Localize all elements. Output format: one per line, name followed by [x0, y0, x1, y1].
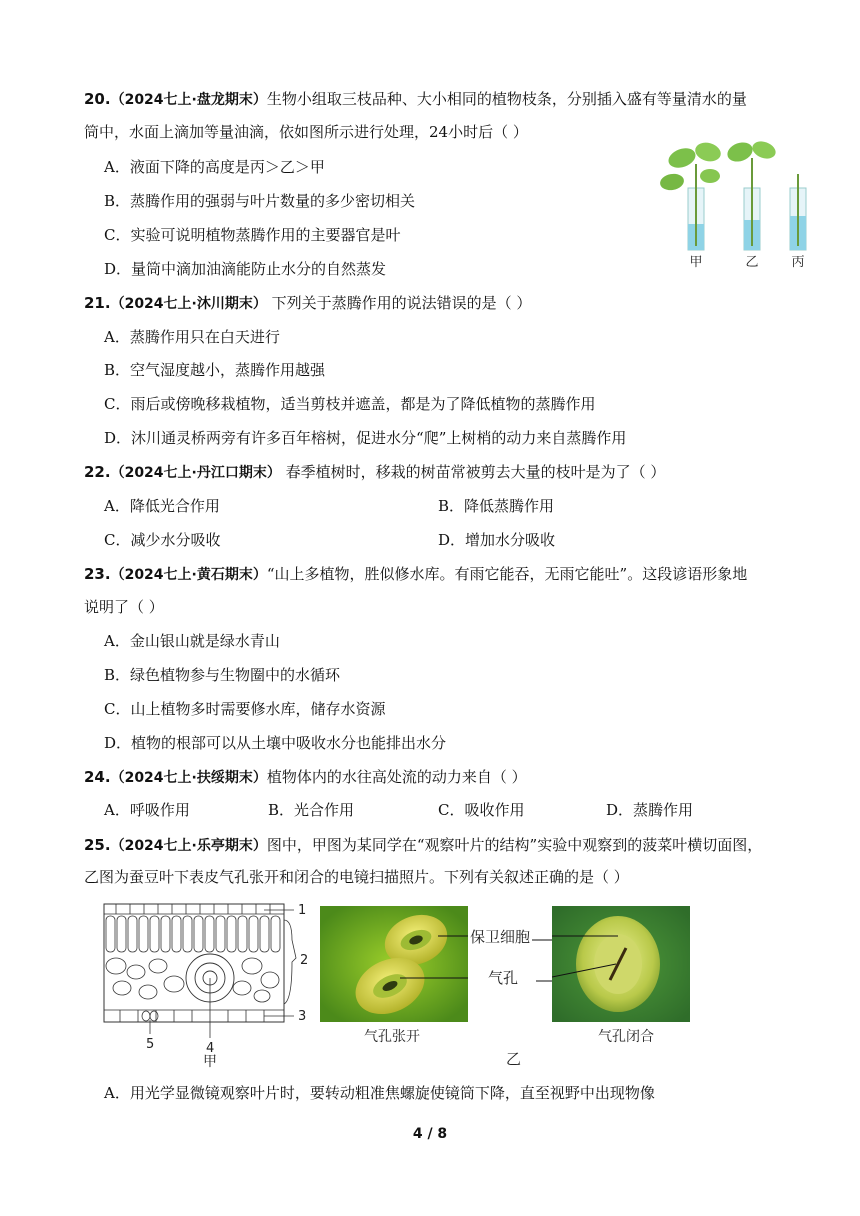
q23-option-d: D．植物的根部可以从土壤中吸收水分也能排出水分 — [104, 734, 447, 752]
q24-option-a: A．呼吸作用 — [104, 801, 190, 819]
q23-stem-cont: 说明了（ ） — [84, 598, 164, 616]
q23-option-a: A．金山银山就是绿水青山 — [104, 632, 280, 650]
label-3: 3 — [298, 1009, 307, 1024]
q24-option-b: B．光合作用 — [268, 801, 355, 819]
q22-option-b: B．降低蒸腾作用 — [438, 497, 555, 515]
q24-option-d: D．蒸腾作用 — [606, 801, 694, 819]
q21-option-d: D．沐川通灵桥两旁有许多百年榕树，促进水分“爬”上树梢的动力来自蒸腾作用 — [104, 429, 627, 447]
q23-stem: 23.（2024七上·黄石期末）“山上多植物，胜似修水库。有雨它能吞，无雨它能吐”。这段谚语形象地 — [84, 565, 748, 583]
q20-figure — [658, 136, 814, 272]
caption-jia: 甲 — [203, 1054, 217, 1070]
q20-option-a: A．液面下降的高度是丙＞乙＞甲 — [104, 158, 325, 176]
leaf-cross-section-figure — [102, 900, 316, 1070]
q21-option-c: C．雨后或傍晚移栽植物，适当剪枝并遮盖，都是为了降低植物的蒸腾作用 — [104, 395, 596, 413]
q24-option-c: C．吸收作用 — [438, 801, 525, 819]
q21-option-b: B．空气湿度越小，蒸腾作用越强 — [104, 361, 326, 379]
label-2: 2 — [300, 953, 309, 968]
stomata-closed-photo — [552, 906, 690, 1022]
caption-stomata-open: 气孔张开 — [364, 1029, 420, 1045]
stomata-open-photo — [320, 906, 468, 1022]
cylinder-yi — [725, 138, 778, 250]
q20-option-b: B．蒸腾作用的强弱与叶片数量的多少密切相关 — [104, 192, 416, 210]
q20-stem: 20.（2024七上·盘龙期末）生物小组取三枝品种、大小相同的植物枝条，分别插入盛有等量清水的量 — [84, 90, 747, 108]
label-stoma: 气孔 — [488, 969, 519, 987]
q25-option-a: A．用光学显微镜观察叶片时，要转动粗准焦螺旋使镜筒下降，直至视野中出现物像 — [104, 1084, 655, 1102]
q22-option-d: D．增加水分吸收 — [438, 531, 556, 549]
cylinder-bing — [790, 174, 806, 250]
label-jia: 甲 — [689, 255, 703, 270]
q23-option-b: B．绿色植物参与生物圈中的水循环 — [104, 666, 341, 684]
page-number: 4 / 8 — [412, 1126, 448, 1142]
q20-option-c: C．实验可说明植物蒸腾作用的主要器官是叶 — [104, 226, 401, 244]
q25-stem: 25.（2024七上·乐亭期末）图中，甲图为某同学在“观察叶片的结构”实验中观察到的菠菜叶横切面图， — [84, 836, 763, 854]
q24-stem: 24.（2024七上·扶绥期末）植物体内的水往高处流的动力来自（ ） — [84, 768, 527, 786]
label-yi: 乙 — [745, 255, 759, 270]
q21-stem: 21.（2024七上·沐川期末） 下列关于蒸腾作用的说法错误的是（ ） — [84, 294, 532, 312]
q22-option-c: C．减少水分吸收 — [104, 531, 221, 549]
caption-yi: 乙 — [506, 1050, 522, 1068]
q20-option-d: D．量筒中滴加油滴能防止水分的自然蒸发 — [104, 260, 387, 278]
q22-option-a: A．降低光合作用 — [104, 497, 220, 515]
q23-option-c: C．山上植物多时需要修水库，储存水资源 — [104, 700, 386, 718]
q25-stem-cont: 乙图为蚕豆叶下表皮气孔张开和闭合的电镜扫描照片。下列有关叙述正确的是（ ） — [84, 868, 629, 886]
caption-stomata-closed: 气孔闭合 — [598, 1029, 654, 1045]
label-4: 4 — [206, 1041, 215, 1056]
q22-stem: 22.（2024七上·丹江口期末） 春季植树时，移栽的树苗常被剪去大量的枝叶是为了（ ） — [84, 463, 666, 481]
label-bing: 丙 — [791, 255, 805, 270]
label-guard-cell: 保卫细胞 — [470, 928, 531, 946]
cylinder-jia — [659, 140, 723, 250]
q21-option-a: A．蒸腾作用只在白天进行 — [104, 328, 280, 346]
label-5: 5 — [146, 1037, 155, 1052]
label-1: 1 — [298, 903, 307, 918]
q20-stem-cont: 筒中，水面上滴加等量油滴，依如图所示进行处理，24小时后（ ） — [84, 123, 528, 141]
